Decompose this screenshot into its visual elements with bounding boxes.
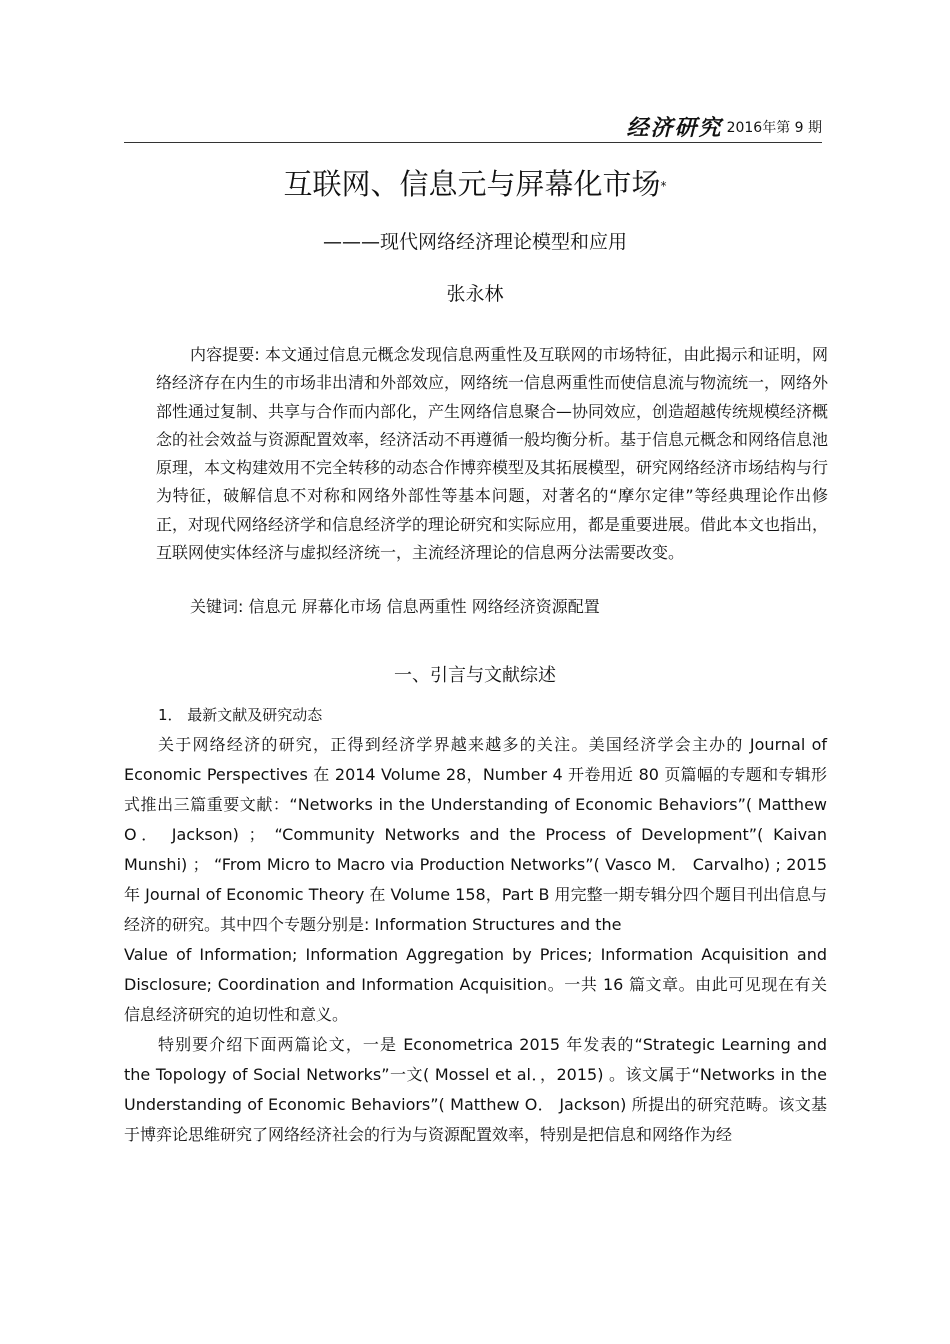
article-title (0, 164, 950, 204)
subsection-heading: 1． 最新文献及研究动态 (158, 706, 323, 724)
author-name: 张永林 (446, 283, 504, 305)
title-text: 互联网、信息元与屏幕化市场 (283, 167, 661, 201)
abstract (156, 341, 828, 567)
abstract-text: 内容提要: 本文通过信息元概念发现信息两重性及互联网的市场特征，由此揭示和证明，网络经济存在内生的市场非出清和外部效应，网络统一信息两重性而使信息流与物流统一，网络外部性通过复制、共享与合作而内部化，产生网络信息聚合—协同效应，创造超越传统规模经济概念的社会效益与资源配置效率，经济活动不再遵循一般均衡分析。基于信息元概念和网络信息池原理，本文构建效用不完全转移的动态合作博弈模型及其拓展模型，研究网络经济市场结构与行为特征，破解信息不对称和网络外部性等基本问题，对著名的“摩尔定律”等经典理论作出修正，对现代网络经济学和信息经济学的理论研究和实际应用，都是重要进展。借此本文也指出，互联网使实体经济与虚拟经济统一，主流经济理论的信息两分法需要改变。 (156, 345, 829, 563)
article-subtitle: ———现代网络经济理论模型和应用 (322, 231, 627, 253)
title-footnote-mark[interactable]: * (660, 179, 667, 193)
journal-logo: 经济研究 (626, 115, 723, 141)
running-header (124, 112, 822, 143)
paragraph: 特别要介绍下面两篇论文，一是 Econometrica 2015 年发表的“Strategic Learning and the Topology of Social Networks”一文( Mossel et al．，2015) 。该文属于“Networks in the Understanding of Economic Behaviors”( Matthew O． Jackson) 所提出的研究范畴。该文基于博弈论思维研究了网络经济社会的行为与资源配置效率，特别是把信息和网络作为经 (124, 1035, 827, 1144)
paragraph: Value of Information; Information Aggregation by Prices; Information Acquisition and Disclosure; Coordination and Information Acquisition。一共 16 篇文章。由此可见现在有关信息经济研究的迫切性和意义。 (124, 945, 827, 1024)
issue-label: 2016年第 9 期 (726, 120, 822, 136)
body-text (124, 700, 827, 1150)
paragraph: 关于网络经济的研究，正得到经济学界越来越多的关注。美国经济学会主办的 Journal of Economic Perspectives 在 2014 Volume 28，Number 4 开卷用近 80 页篇幅的专题和专辑形式推出三篇重要文献：“Networks in the Understanding of Economic Behaviors”( Matthew O． Jackson) ； “Community Networks and the Process of Development”( Kaivan Munshi) ； “From Micro to Macro via Production Networks”( Vasco M． Carvalho) ; 2015 年 Journal of Economic Theory 在 Volume 158，Part B 用完整一期专辑分四个题目刊出信息与经济的研究。其中四个专题分别是: Information Structures and the (124, 735, 828, 934)
keywords: 关键词: 信息元 屏幕化市场 信息两重性 网络经济资源配置 (190, 597, 600, 616)
section-heading: 一、引言与文献综述 (394, 665, 556, 686)
